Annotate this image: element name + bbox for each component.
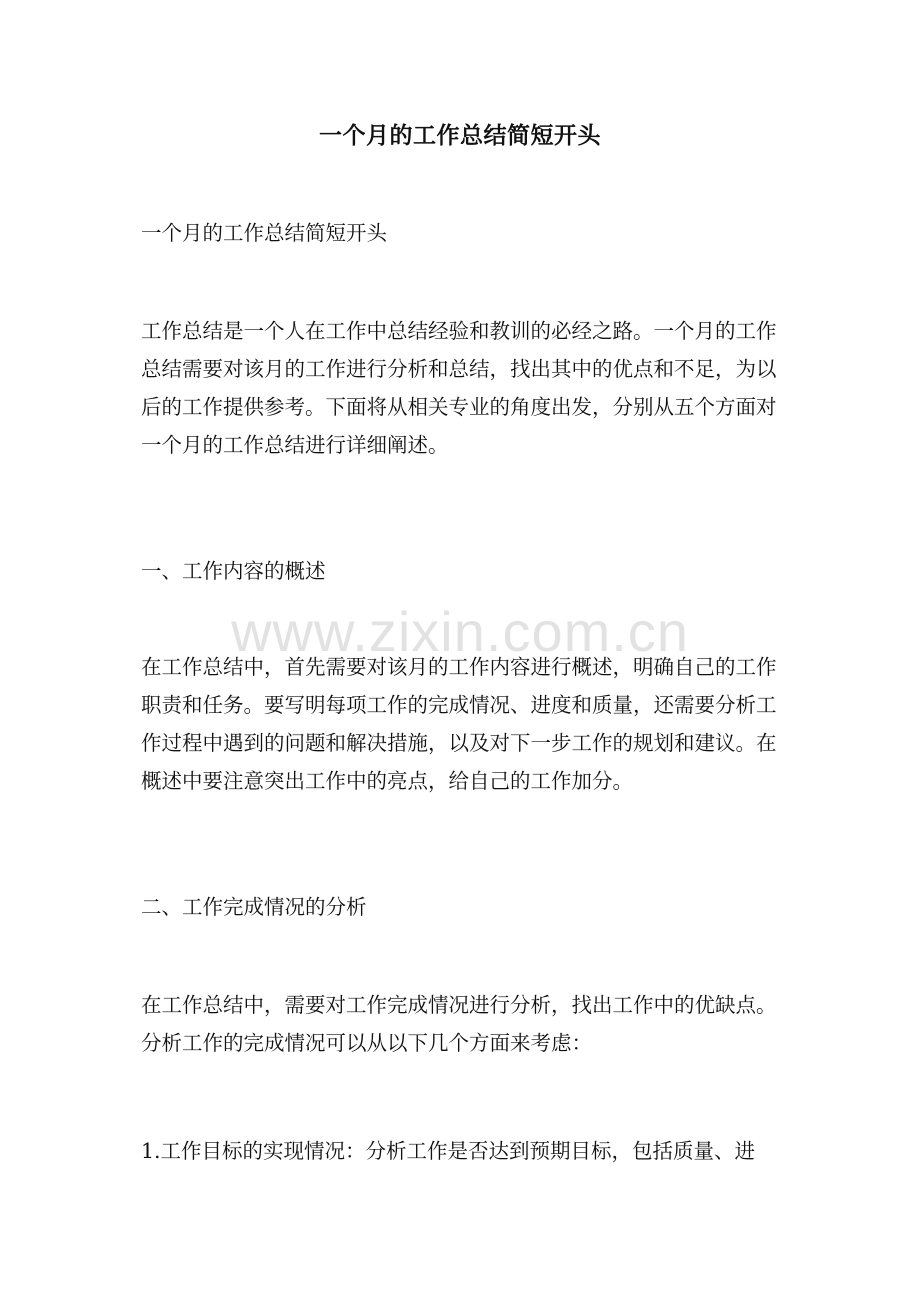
watermark-text: www.zixin.com.cn	[231, 600, 689, 663]
document-subtitle: 一个月的工作总结简短开头	[141, 221, 387, 245]
section1-heading: 一、工作内容的概述	[141, 559, 326, 583]
section1-paragraph: 在工作总结中，首先需要对该月的工作内容进行概述，明确自己的工作职责和任务。要写明每项工作的完成情况、进度和质量，还需要分析工作过程中遇到的问题和解决措施，以及对下一步工作的规划和建议。在概述中要注意突出工作中的亮点，给自己的工作加分。	[141, 655, 777, 793]
document-title: 一个月的工作总结简短开头	[319, 122, 601, 149]
intro-paragraph: 工作总结是一个人在工作中总结经验和教训的必经之路。一个月的工作总结需要对该月的工作进行分析和总结，找出其中的优点和不足，为以后的工作提供参考。下面将从相关专业的角度出发，分别从五个方面对一个月的工作总结进行详细阐述。	[141, 319, 777, 457]
section2-paragraph: 在工作总结中，需要对工作完成情况进行分析，找出工作中的优缺点。分析工作的完成情况可以从以下几个方面来考虑：	[141, 993, 777, 1055]
section2-heading: 二、工作完成情况的分析	[141, 895, 367, 919]
section2-list-item: 1.工作目标的实现情况：分析工作是否达到预期目标，包括质量、进	[141, 1139, 756, 1163]
